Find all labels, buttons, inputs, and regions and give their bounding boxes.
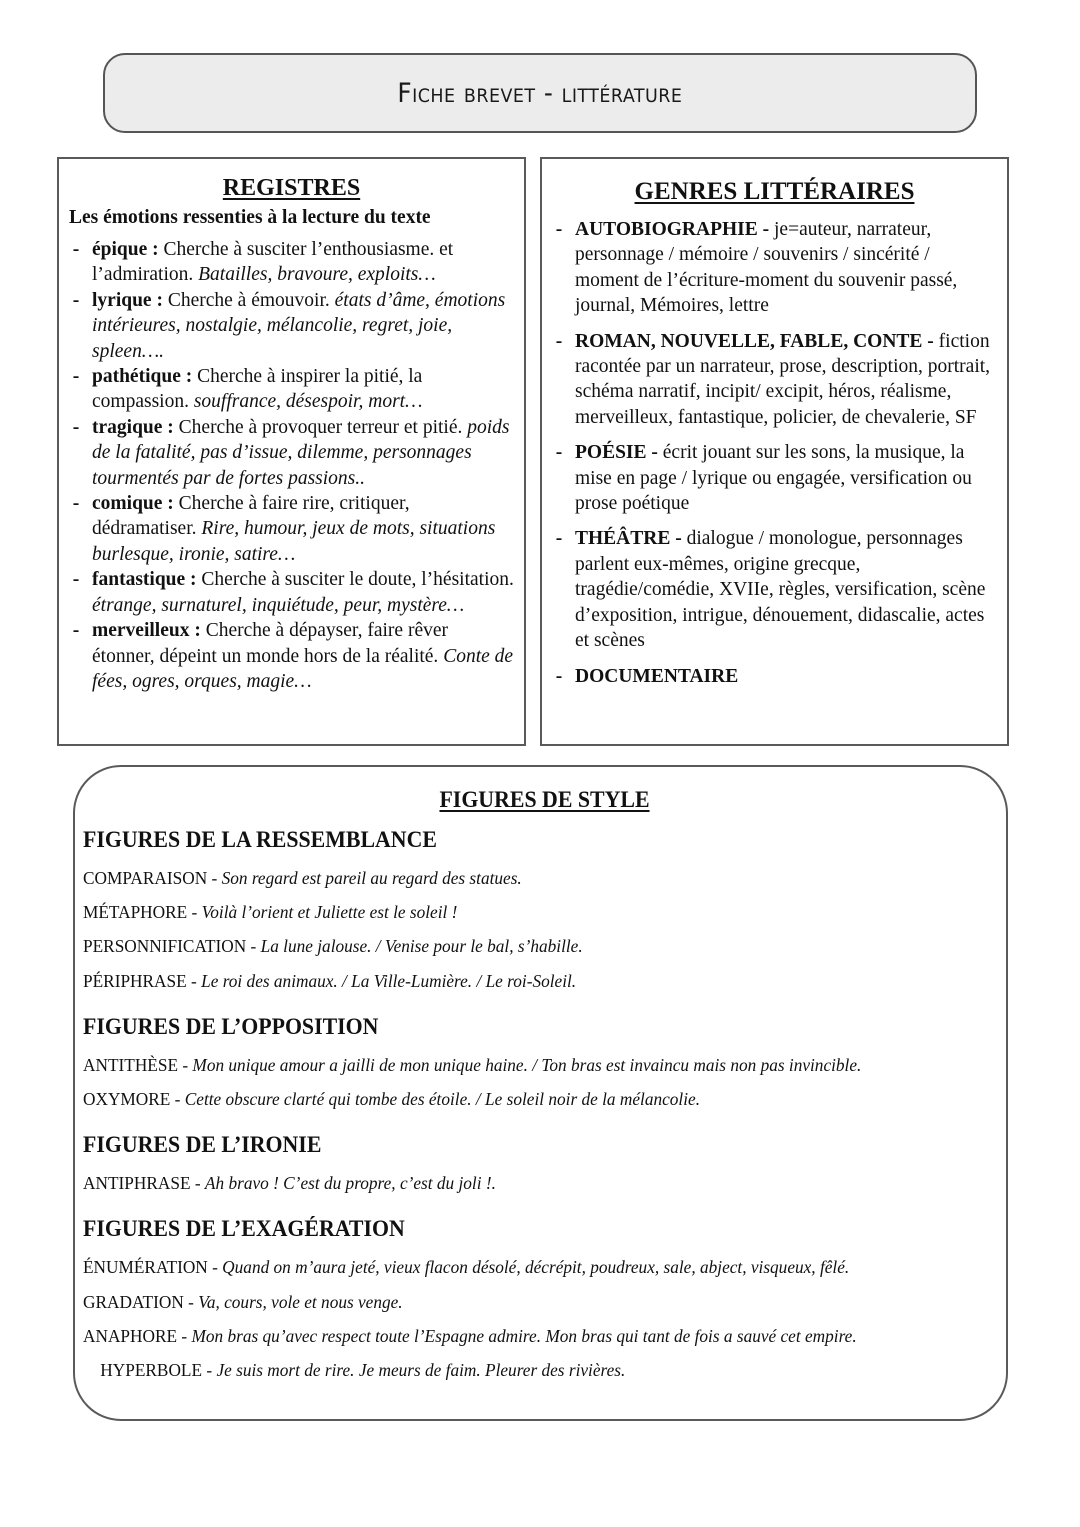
genre-item-documentaire: - DOCUMENTAIRE: [552, 664, 997, 689]
genre-item-theatre: - THÉÂTRE - dialogue / monologue, personnages parlent eux-mêmes, origine grecque, tragédie/comédie, XVIIe, règles, versification, scène d’exposition, intrigue, dénouement, didascalie, actes et scènes: [552, 526, 997, 653]
figures-title: FIGURES DE STYLE: [439, 787, 650, 812]
registre-item-fantastique: - fantastique : Cherche à susciter le doute, l’hésitation. étrange, surnaturel, inquiétude, peur, mystère…: [69, 567, 514, 618]
figure-item-comparaison: COMPARAISON - Son regard est pareil au regard des statues.: [83, 868, 522, 888]
dash-bullet: -: [72, 620, 80, 642]
figure-item-periphrase: PÉRIPHRASE - Le roi des animaux. / La Ville-Lumière. / Le roi-Soleil.: [83, 970, 577, 991]
page-title-banner: [103, 53, 977, 133]
registre-item-lyrique: - lyrique : Cherche à émouvoir. états d’âme, émotions intérieures, nostalgie, mélancolie, regret, joie, spleen….: [69, 288, 514, 364]
registres-title: REGISTRES: [222, 175, 361, 201]
figure-item-antiphrase: ANTIPHRASE - Ah bravo ! C’est du propre, c’est du joli !.: [83, 1173, 496, 1194]
registre-item-comique: - comique : Cherche à faire rire, critiquer, dédramatiser. Rire, humour, jeux de mots, situations burlesque, ironie, satire…: [69, 491, 514, 567]
dash-bullet: -: [555, 219, 563, 240]
registre-item-epique: - épique : Cherche à susciter l’enthousiasme. et l’admiration. Batailles, bravoure, exploits…: [69, 237, 514, 288]
figure-item-hyperbole: HYPERBOLE - Je suis mort de rire. Je meurs de faim. Pleurer des rivières.: [100, 1360, 626, 1381]
registre-item-tragique: - tragique : Cherche à provoquer terreur et pitié. poids de la fatalité, pas d’issue, dilemme, personnages tourmentés par de fortes passions..: [69, 415, 514, 491]
figures-group-exageration: [83, 1214, 1006, 1387]
registres-subtitle: Les émotions ressenties à la lecture du texte: [69, 207, 431, 228]
registres-panel: [57, 157, 526, 746]
figure-item-gradation: GRADATION - Va, cours, vole et nous venge.: [83, 1291, 403, 1312]
group-title: FIGURES DE L’OPPOSITION: [83, 1013, 379, 1039]
dash-bullet: -: [555, 528, 563, 550]
dash-bullet: -: [72, 569, 80, 591]
figure-item-personnification: PERSONNIFICATION - La lune jalouse. / Venise pour le bal, s’habille.: [83, 936, 583, 957]
registre-item-merveilleux: - merveilleux : Cherche à dépayser, faire rêver étonner, dépeint un monde hors de la réalité. Conte de fées, ogres, orques, magie…: [69, 618, 514, 694]
genre-item-poesie: - POÉSIE - écrit jouant sur les sons, la musique, la mise en page / lyrique ou engagée, versification ou prose poétique: [552, 440, 997, 516]
dash-bullet: -: [72, 289, 80, 311]
genre-item-autobiographie: - AUTOBIOGRAPHIE - je=auteur, narrateur, personnage / mémoire / souvenirs / sincérité / moment de l’écriture-moment du souvenir passé, journal, Mémoires, lettre: [552, 217, 997, 319]
genres-title: GENRES LITTÉRAIRES: [634, 178, 915, 205]
dash-bullet: -: [555, 665, 563, 687]
figure-item-anaphore: ANAPHORE - Mon bras qu’avec respect toute l’Espagne admire. Mon bras qui tant de fois a sauvé cet empire.: [83, 1325, 857, 1346]
genres-list: [552, 217, 997, 689]
figure-item-metaphore: MÉTAPHORE - Voilà l’orient et Juliette est le soleil !: [83, 902, 458, 923]
registres-list: [69, 237, 514, 694]
dash-bullet: -: [72, 493, 80, 515]
dash-bullet: -: [72, 239, 80, 260]
dash-bullet: -: [72, 366, 80, 388]
dash-bullet: -: [72, 416, 80, 438]
registre-item-pathetique: - pathétique : Cherche à inspirer la pitié, la compassion. souffrance, désespoir, mort…: [69, 364, 514, 415]
figure-item-enumeration: ÉNUMÉRATION - Quand on m’aura jeté, vieux flacon désolé, décrépit, poudreux, sale, abject, visqueux, fêlé.: [83, 1257, 850, 1278]
group-title: FIGURES DE L’IRONIE: [83, 1132, 322, 1158]
figures-group-opposition: [83, 1012, 1006, 1116]
figure-item-antithese: ANTITHÈSE - Mon unique amour a jailli de mon unique haine. / Ton bras est invaincu mais non pas invincible.: [83, 1054, 862, 1075]
group-title: FIGURES DE LA RESSEMBLANCE: [83, 827, 437, 852]
figures-group-ironie: [83, 1130, 1006, 1200]
figures-group-ressemblance: [83, 825, 1006, 998]
dash-bullet: -: [555, 330, 563, 352]
genre-item-roman: - ROMAN, NOUVELLE, FABLE, CONTE - fiction racontée par un narrateur, prose, description, portrait, schéma narratif, incipit/ excipit, héros, réalisme, merveilleux, fantastique, policier, de chevalerie, SF: [552, 329, 997, 431]
page-title: Fiche brevet - littérature: [397, 77, 683, 109]
group-title: FIGURES DE L’EXAGÉRATION: [83, 1216, 405, 1242]
figure-item-oxymore: OXYMORE - Cette obscure clarté qui tombe des étoile. / Le soleil noir de la mélancolie.: [83, 1089, 701, 1110]
figures-panel: [73, 765, 1008, 1421]
genres-panel: [540, 157, 1009, 746]
dash-bullet: -: [555, 442, 563, 464]
